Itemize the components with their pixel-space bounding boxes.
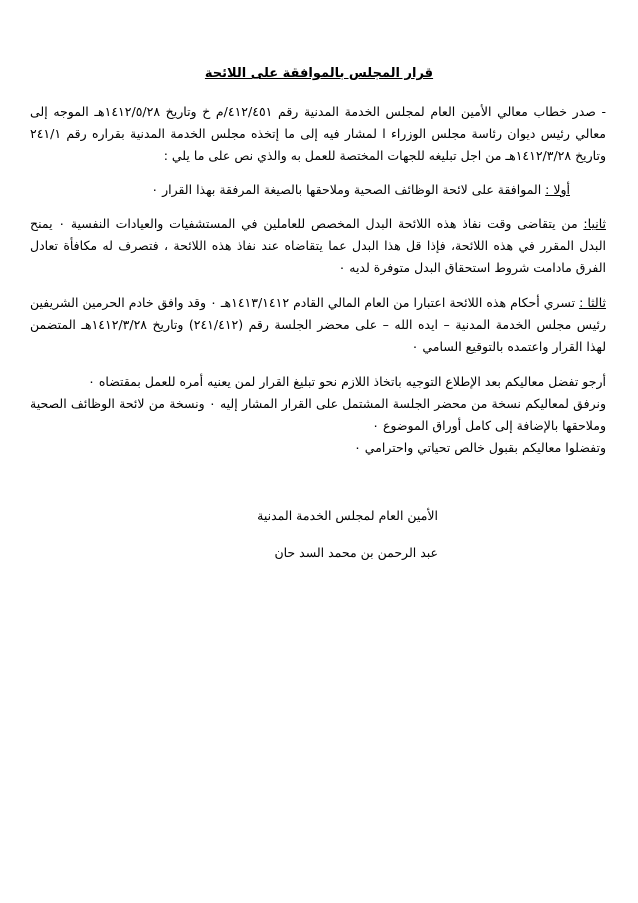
document-body bbox=[30, 101, 606, 459]
request-paragraph: أرجو تفضل معاليكم بعد الإطلاع التوجيه باتخاذ اللازم نحو تبليغ القرار لمن يعنيه أمره للعمل بمقتضاه ٠ bbox=[88, 374, 606, 389]
attachment-paragraph: ونرفق لمعاليكم نسخة من محضر الجلسة المشتمل على القرار المشار إليه ٠ ونسخة من لائحة الوظائف الصحية وملاحقها بالإضافة إلى كامل أوراق الموضوع ٠ bbox=[30, 396, 606, 433]
clause-third bbox=[30, 292, 606, 358]
clause-third-text: تسري أحكام هذه اللائحة اعتبارا من العام المالي القادم ١٤١٣/١٤١٢هـ ٠ وقد وافق خادم الحرمين الشريفين رئيس مجلس الخدمة المدنية – ايده الله – على محضر الجلسة رقم (٢٤١/٤١٢) وتاريخ ١٤١٢/٣/٢٨هـ المتضمن لهذا القرار واعتمده بالتوقيع السامي ٠ bbox=[30, 295, 607, 354]
clause-first bbox=[30, 179, 606, 201]
signature-name: عبد الرحمن بن محمد السد حان bbox=[274, 545, 438, 560]
signature-title: الأمين العام لمجلس الخدمة المدنية bbox=[257, 508, 438, 523]
clause-second-label: ثانيا: bbox=[583, 216, 606, 231]
clause-first-label: أولا : bbox=[545, 182, 570, 197]
closing-paragraph: وتفضلوا معاليكم بقبول خالص تحياتي واحترامي ٠ bbox=[354, 440, 606, 455]
clause-first-text: الموافقة على لائحة الوظائف الصحية وملاحقها بالصيغة المرفقة بهذا القرار ٠ bbox=[151, 182, 546, 197]
clause-second bbox=[30, 213, 606, 279]
intro-paragraph: - صدر خطاب معالي الأمين العام لمجلس الخدمة المدنية رقم ٤١٢/٤٥١/م خ وتاريخ ١٤١٢/٥/٢٨هـ الموجه إلى معالي رئيس ديوان رئاسة مجلس الوزراء ا لمشار فيه إلى ما إتخذه مجلس الخدمة المدنية بقراره رقم ٢٤١/١ وتاريخ ١٤١٢/٣/٢٨هـ من اجل تبليغه للجهات المختصة للعمل به والذي نص على ما يلي : bbox=[30, 104, 607, 163]
document-title: قرار المجلس بالموافقة على اللائحة bbox=[204, 66, 434, 81]
clause-third-label: ثالثا : bbox=[579, 295, 606, 310]
clause-second-text: من يتقاضى وقت نفاذ هذه اللائحة البدل المخصص للعاملين في المستشفيات والعيادات النفسية ٠ يمنح البدل المقرر في هذه اللائحة، فإذا قل هذا البدل عما يتقاضاه عند نفاذ هذه اللائحة ، فتصرف له مكافأة تعادل الفرق مادامت شروط استحقاق البدل متوفرة لديه ٠ bbox=[30, 216, 606, 275]
